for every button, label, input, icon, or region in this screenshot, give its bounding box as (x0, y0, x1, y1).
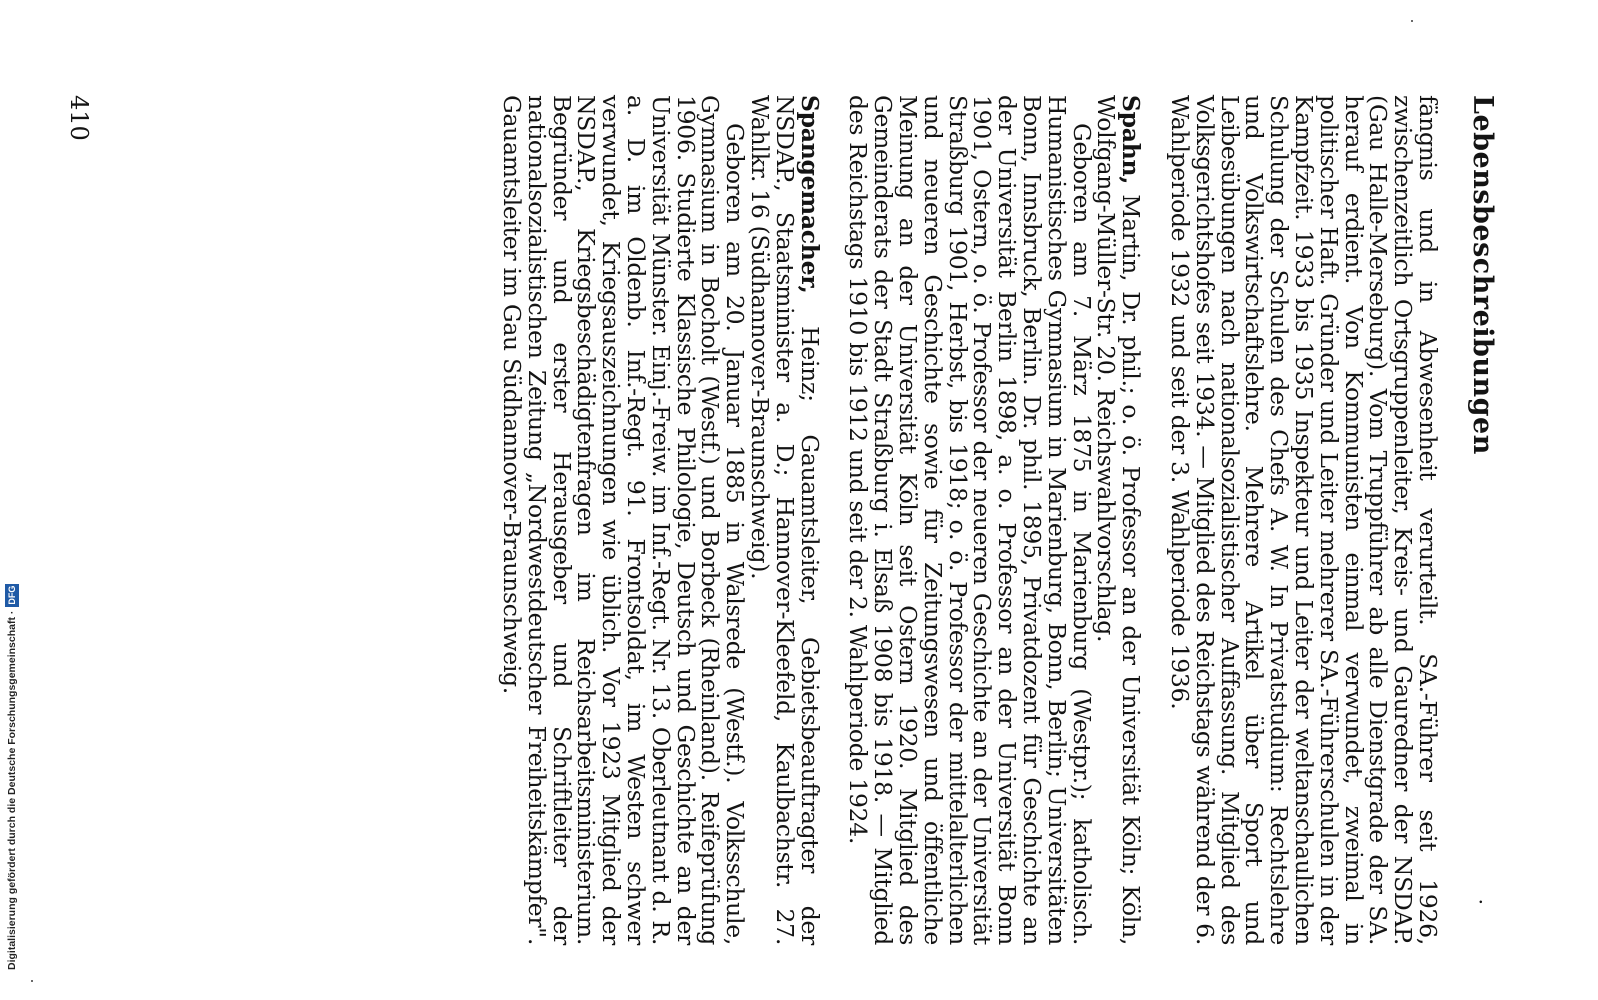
entry-body: Geboren am 20. Januar 1885 in Walsrede (Westf.). Volksschule, Gymnasium in Bocholt (Westf.) und Borbeck (Rheinland). Reifeprüfung 1906. Studierte Klassische Philologie, Deutsch und Geschichte an der Universität Münster. Einj.-Freiw. im Inf.-Regt. Nr. 13. Oberleutnant d. R. a. D. im Oldenb. Inf.-Regt. 91. Frontsoldat, im Westen schwer verwundet, Kriegsauszeichnungen wie üblich. Vor 1923 Mitglied der NSDAP., Kriegsbeschädigtenfragen im Reichsarbeitsministerium. Begründer und erster Herausgeber und Schriftleiter der nationalsozialistischen Zeitung „Nordwestdeutscher Freiheitskämpfer". Gauamtsleiter im Gau Südhannover-Braunschweig. (498, 95, 750, 945)
entry-heading (746, 95, 824, 945)
footer-credit: Digitalisierung gefördert durch die Deutsche Forschungsgemeinschaft · (6, 610, 18, 970)
header-mark: · (1469, 898, 1493, 905)
running-head: Lebensbeschreibungen (1467, 95, 1498, 455)
page-header (1467, 95, 1498, 905)
entry-intro: Martin, Dr. phil.; o. ö. Professor an der Universität Köln; Köln, Wolfgang-Müller-Str. 20. Reichswahlvorschlag. (1092, 95, 1146, 945)
entry-name: Spahn, (1117, 95, 1146, 185)
entry-spahn (846, 95, 1144, 945)
text-column (499, 95, 1440, 945)
entry-body: Geboren am 7. März 1875 in Marienburg (Westpr.); katholisch. Humanistisches Gymnasium in Marienburg, Bonn, Berlin; Universitäten Bonn, Innsbruck, Berlin. Dr. phil. 1895, Privatdozent für Geschichte an der Universität Berlin 1898, a. o. Professor an der Universität Bonn 1901, Ostern, o. ö. Professor der neueren Geschichte an der Universität Straßburg 1901, Herbst, bis 1918; o. ö. Professor der mittelalterlichen und neueren Geschichte sowie für Zeitungswesen und öffentliche Meinung an der Universität Köln seit Ostern 1920. Mitglied des Gemeinderats der Stadt Straßburg i. Elsaß 1908 bis 1918. — Mitglied des Reichstags 1910 bis 1912 und seit der 2. Wahlperiode 1924. (844, 95, 1096, 945)
continued-paragraph: fängnis und in Abwesenheit verurteilt. SA.-Führer seit 1926, zwischenzeitlich Ortsgruppenleiter, Kreis- und Gauredner der NSDAP. (Gau Halle-Merseburg). Vom Truppführer ab alle Dienstgrade der SA. herauf erdient. Von Kommunisten einmal verwundet, zweimal in politischer Haft. Gründer und Leiter mehrerer SA.-Führerschulen in der Kampfzeit. 1933 bis 1935 Inspekteur und Leiter der weltanschaulichen Schulung der Schulen des Chefs A. W. In Privatstudium: Rechtslehre und Volkswirtschaftslehre. Mehrere Artikel über Sport und Leibesübungen nach nationalsozialistischer Auffassung. Mitglied des Volksgerichtshofes seit 1934. — Mitglied des Reichstags während der 6. Wahlperiode 1932 und seit der 3. Wahlperiode 1936. (1166, 95, 1442, 945)
entry-heading (1094, 95, 1144, 945)
dfg-logo: DFG (7, 585, 17, 605)
scan-speck (1411, 20, 1413, 22)
entry-name: Spangemacher, (795, 95, 824, 294)
entry-intro: Heinz; Gauamtsleiter, Gebietsbeauftragter der NSDAP., Staatsminister a. D.; Hannover-Kleefeld, Kaulbachstr. 27. Wahlkr. 16 (Südhannover-Braunschweig). (746, 95, 824, 945)
page-number: 410 (65, 95, 93, 141)
digitization-footer (0, 0, 20, 1000)
scan-speck (31, 980, 33, 982)
entry-spangemacher (498, 95, 824, 945)
